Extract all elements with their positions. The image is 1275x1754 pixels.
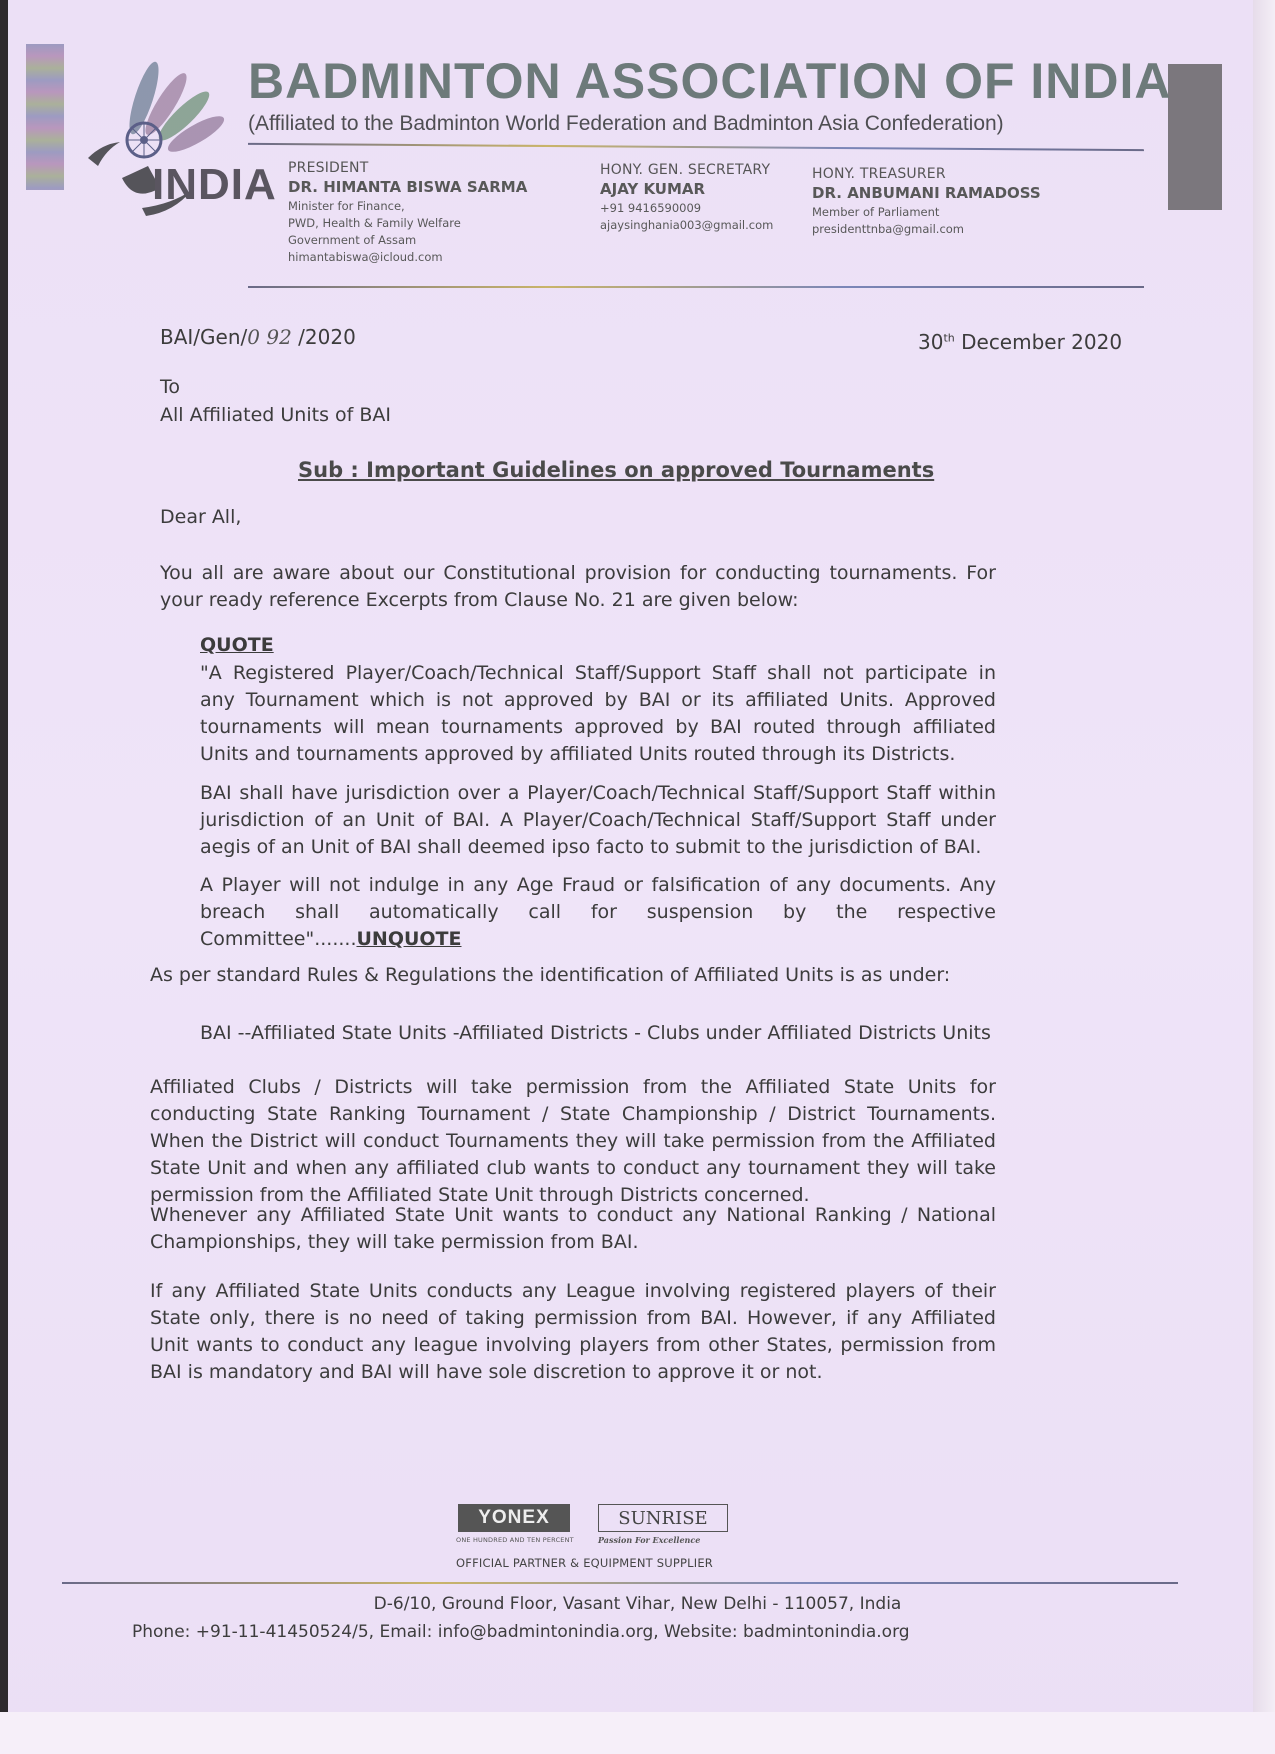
quote-paragraph: "A Registered Player/Coach/Technical Staff/Support Staff shall not participate in any Tournament which is not approved by BAI or its affiliated Units. Approved tournaments will mean tournaments approved by BAI routed through affiliated Units and tournaments approved by affiliated Units routed through its Districts. (200, 662, 996, 765)
scan-color-calibration-bar (26, 44, 64, 190)
yonex-logo-icon (458, 1504, 570, 1532)
scan-gray-calibration-bar (1168, 64, 1222, 210)
organization-affiliation: (Affiliated to the Badminton World Federation and Badminton Asia Confederation) (248, 112, 1004, 135)
date-month-year: December 2020 (954, 330, 1123, 354)
partner-caption: OFFICIAL PARTNER & EQUIPMENT SUPPLIER (456, 1556, 713, 1570)
office-detail: Member of Parliament (812, 205, 940, 219)
recipient: All Affiliated Units of BAI (160, 404, 392, 426)
scan-edge-left (0, 0, 8, 1754)
quote-paragraph: BAI shall have jurisdiction over a Player/Coach/Technical Staff/Support Staff within jurisdiction of an Unit of BAI. A Player/Coach/Technical Staff/Support Staff under aegis of an Unit of BAI shall deemed ipso facto to submit to the jurisdiction of BAI. (200, 782, 996, 858)
league-paragraph: If any Affiliated State Units conducts any League involving registered players of their State only, there is no need of taking permission from BAI. However, if any Affiliated Unit wants to conduct any league involving players from other States, permission from BAI is mandatory and BAI will have sole discretion to approve it or not. (150, 1280, 996, 1383)
footer-divider (62, 1582, 1178, 1584)
date-ordinal: th (943, 331, 955, 345)
subject-line: Sub : Important Guidelines on approved Tournaments (298, 458, 935, 482)
office-bearer-treasurer (812, 166, 1041, 236)
letter-date (918, 330, 1122, 354)
office-detail: Minister for Finance, (288, 199, 405, 213)
scan-edge-bottom (0, 1712, 1275, 1754)
unquote-label: UNQUOTE (356, 928, 462, 950)
office-name: DR. ANBUMANI RAMADOSS (812, 184, 1041, 202)
sunrise-wordmark: SUNRISE (618, 1507, 708, 1529)
ref-prefix: BAI/Gen/ (160, 325, 248, 349)
office-email: ajaysinghania003@gmail.com (600, 218, 774, 232)
date-day: 30 (918, 330, 944, 354)
ref-suffix: /2020 (291, 325, 356, 349)
office-email: presidenttnba@gmail.com (812, 222, 965, 236)
office-email: himantabiswa@icloud.com (288, 250, 443, 264)
salutation: Dear All, (160, 506, 242, 528)
quote-text: A Player will not indulge in any Age Fraud or falsification of any documents. Any breach shall automatically call for suspension by the respective Committee"....... (200, 874, 996, 950)
quote-paragraph (200, 872, 996, 953)
organization-title: BADMINTON ASSOCIATION OF INDIA (248, 53, 1172, 109)
office-name: DR. HIMANTA BISWA SARMA (288, 178, 528, 196)
office-role: HONY. GEN. SECRETARY (600, 162, 771, 178)
yonex-wordmark: YONEX (478, 1507, 550, 1528)
office-detail: Government of Assam (288, 233, 417, 247)
office-bearer-secretary (600, 162, 773, 232)
office-phone: +91 9416590009 (600, 201, 702, 215)
scan-edge-right (1253, 0, 1275, 1754)
office-bearer-president (288, 160, 527, 264)
office-name: AJAY KUMAR (600, 180, 706, 198)
footer-address: D-6/10, Ground Floor, Vasant Vihar, New Delhi - 110057, India (373, 1594, 902, 1614)
national-paragraph: Whenever any Affiliated State Unit wants to conduct any National Ranking / National Championships, they will take permission from BAI. (150, 1204, 996, 1253)
standard-rules-paragraph: As per standard Rules & Regulations the identification of Affiliated Units is as under: (150, 964, 951, 986)
office-role: HONY. TREASURER (812, 166, 946, 182)
unit-hierarchy: BAI --Affiliated State Units -Affiliated Districts - Clubs under Affiliated Districts Units (200, 1022, 991, 1044)
reference-number (160, 325, 356, 349)
intro-paragraph: You all are aware about our Constitutional provision for conducting tournaments. For your ready reference Excerpts from Clause No. 21 are given below: (160, 562, 996, 611)
office-detail: PWD, Health & Family Welfare (288, 216, 461, 230)
logo-wordmark: INDIA (152, 160, 277, 209)
clubs-paragraph: Affiliated Clubs / Districts will take permission from the Affiliated State Units for conducting State Ranking Tournament / State Championship / District Tournaments. When the District will conduct Tournaments they will take permission from the Affiliated State Unit and when any affiliated club wants to conduct any tournament they will take permission from the Affiliated State Unit through Districts concerned. (150, 1076, 996, 1206)
office-role: PRESIDENT (288, 160, 369, 176)
yonex-tagline: ONE HUNDRED AND TEN PERCENT (456, 1536, 574, 1544)
sunrise-tagline: Passion For Excellence (598, 1535, 701, 1545)
sunrise-logo-icon (598, 1504, 728, 1532)
quote-heading: QUOTE (200, 634, 274, 656)
to-label: To (160, 376, 181, 398)
footer-contact: Phone: +91-11-41450524/5, Email: info@badmintonindia.org, Website: badmintonindia.org (132, 1622, 910, 1642)
letterhead-divider (248, 286, 1144, 288)
ref-handwritten-number: 0 92 (247, 325, 292, 349)
